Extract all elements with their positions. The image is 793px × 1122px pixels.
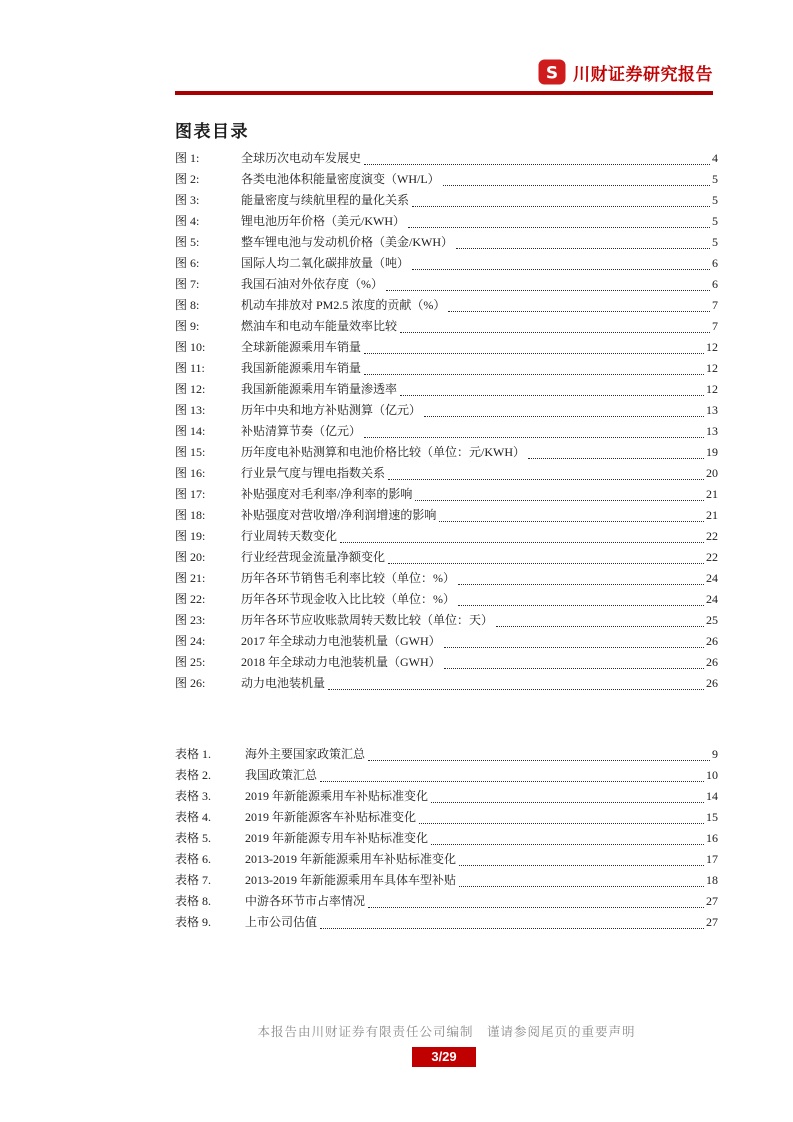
dot-leader	[412, 253, 710, 270]
toc-figure-entry[interactable]	[175, 589, 718, 610]
toc-entry-label: 图 19:	[175, 529, 206, 543]
dot-leader	[443, 169, 710, 186]
toc-entry-label: 表格 3.	[175, 789, 212, 803]
toc-table-entry[interactable]	[175, 765, 718, 786]
dot-leader	[320, 765, 704, 782]
toc-entry-label: 图 8:	[175, 298, 200, 312]
dot-leader	[496, 610, 704, 627]
toc-entry-page: 13	[706, 424, 718, 438]
toc-figure-entry[interactable]	[175, 253, 718, 274]
page-number-badge: 3/29	[412, 1047, 476, 1067]
toc-figure-entry[interactable]	[175, 547, 718, 568]
toc-figure-entry[interactable]	[175, 505, 718, 526]
toc-entry-label: 图 1:	[175, 151, 200, 165]
toc-entry-title: 国际人均二氧化碳排放量（吨）	[241, 256, 410, 270]
toc-entry-page: 12	[706, 382, 718, 396]
dot-leader	[408, 211, 710, 228]
toc-entry-label: 图 2:	[175, 172, 200, 186]
dot-leader	[320, 912, 704, 929]
toc-entry-title: 海外主要国家政策汇总	[245, 747, 366, 761]
toc-table-entry[interactable]	[175, 744, 718, 765]
dot-leader	[368, 891, 704, 908]
dot-leader	[400, 379, 704, 396]
toc-entry-title: 全球新能源乘用车销量	[241, 340, 362, 354]
toc-entry-page: 21	[706, 487, 718, 501]
toc-entry-label: 图 3:	[175, 193, 200, 207]
toc-entry-label: 图 12:	[175, 382, 206, 396]
toc-entry-label: 表格 8.	[175, 894, 212, 908]
dot-leader	[364, 358, 704, 375]
toc-entry-title: 历年度电补贴测算和电池价格比较（单位：元/KWH）	[241, 445, 525, 459]
dot-leader	[388, 547, 704, 564]
toc-entry-page: 26	[706, 655, 718, 669]
dot-leader	[386, 274, 710, 291]
dot-leader	[528, 442, 704, 459]
toc-figure-entry[interactable]	[175, 652, 718, 673]
dot-leader	[412, 190, 710, 207]
dot-leader	[459, 849, 704, 866]
toc-entry-title: 历年各环节现金收入比比较（单位：%）	[241, 592, 455, 606]
toc-entry-label: 图 24:	[175, 634, 206, 648]
toc-entry-title: 历年各环节销售毛利率比较（单位：%）	[241, 571, 455, 585]
toc-figure-entry[interactable]	[175, 169, 718, 190]
dot-leader	[444, 652, 704, 669]
toc-entry-title: 补贴强度对营收增/净利润增速的影响	[241, 508, 437, 522]
toc-entry-label: 图 20:	[175, 550, 206, 564]
toc-figure-entry[interactable]	[175, 358, 718, 379]
toc-entry-page: 4	[712, 151, 718, 165]
toc-entry-title: 2013-2019 年新能源乘用车具体车型补贴	[245, 873, 456, 887]
toc-entry-page: 21	[706, 508, 718, 522]
toc-entry-title: 我国政策汇总	[245, 768, 318, 782]
toc-entry-page: 25	[706, 613, 718, 627]
dot-leader	[431, 786, 704, 803]
toc-entry-page: 6	[712, 277, 718, 291]
toc-figure-entry[interactable]	[175, 379, 718, 400]
toc-entry-title: 动力电池装机量	[241, 676, 326, 690]
toc-entry-label: 图 18:	[175, 508, 206, 522]
dot-leader	[415, 484, 704, 501]
toc-entry-title: 补贴强度对毛利率/净利率的影响	[241, 487, 413, 501]
toc-entry-label: 图 7:	[175, 277, 200, 291]
dot-leader	[364, 148, 710, 165]
toc-entry-page: 27	[706, 915, 718, 929]
toc-table-entry[interactable]	[175, 870, 718, 891]
toc-entry-label: 表格 6.	[175, 852, 212, 866]
toc-entry-page: 17	[706, 852, 718, 866]
toc-entry-title: 2019 年新能源客车补贴标准变化	[245, 810, 417, 824]
toc-figure-entry[interactable]	[175, 568, 718, 589]
figure-toc-list	[175, 148, 718, 694]
toc-entry-title: 燃油车和电动车能量效率比较	[241, 319, 398, 333]
toc-entry-page: 12	[706, 361, 718, 375]
dot-leader	[444, 631, 704, 648]
toc-entry-page: 5	[712, 235, 718, 249]
dot-leader	[364, 421, 704, 438]
footer-disclaimer: 本报告由川财证券有限责任公司编制 谨请参阅尾页的重要声明	[257, 1025, 636, 1039]
toc-entry-title: 我国新能源乘用车销量	[241, 361, 362, 375]
toc-entry-label: 图 25:	[175, 655, 206, 669]
toc-entry-title: 我国石油对外依存度（%）	[241, 277, 383, 291]
toc-entry-title: 2017 年全球动力电池装机量（GWH）	[241, 634, 441, 648]
toc-entry-label: 图 14:	[175, 424, 206, 438]
toc-figure-entry[interactable]	[175, 442, 718, 463]
toc-entry-page: 5	[712, 214, 718, 228]
toc-figure-entry[interactable]	[175, 610, 718, 631]
toc-entry-page: 16	[706, 831, 718, 845]
toc-entry-page: 26	[706, 634, 718, 648]
dot-leader	[368, 744, 710, 761]
toc-entry-title: 整车锂电池与发动机价格（美金/KWH）	[241, 235, 453, 249]
toc-figure-entry[interactable]	[175, 463, 718, 484]
toc-entry-label: 图 11:	[175, 361, 205, 375]
toc-entry-page: 15	[706, 810, 718, 824]
toc-entry-title: 机动车排放对 PM2.5 浓度的贡献（%）	[241, 298, 446, 312]
dot-leader	[431, 828, 704, 845]
dot-leader	[419, 807, 704, 824]
brand-title: 川财证券研究报告	[573, 64, 713, 84]
toc-entry-label: 图 21:	[175, 571, 206, 585]
toc-entry-label: 表格 9.	[175, 915, 212, 929]
toc-entry-title: 2013-2019 年新能源乘用车补贴标准变化	[245, 852, 456, 866]
dot-leader	[328, 673, 704, 690]
toc-entry-label: 图 26:	[175, 676, 206, 690]
toc-entry-page: 5	[712, 172, 718, 186]
toc-entry-page: 22	[706, 550, 718, 564]
toc-entry-page: 26	[706, 676, 718, 690]
report-header	[175, 56, 713, 88]
toc-entry-page: 22	[706, 529, 718, 543]
toc-entry-title: 2019 年新能源专用车补贴标准变化	[245, 831, 429, 845]
toc-figure-entry[interactable]	[175, 673, 718, 694]
dot-leader	[458, 568, 704, 585]
toc-figure-entry[interactable]	[175, 484, 718, 505]
toc-entry-label: 图 16:	[175, 466, 206, 480]
toc-entry-label: 图 22:	[175, 592, 206, 606]
toc-entry-label: 图 4:	[175, 214, 200, 228]
toc-entry-label: 图 5:	[175, 235, 200, 249]
toc-entry-page: 14	[706, 789, 718, 803]
toc-figure-entry[interactable]	[175, 316, 718, 337]
toc-entry-page: 9	[712, 747, 718, 761]
toc-entry-page: 5	[712, 193, 718, 207]
toc-figure-entry[interactable]	[175, 190, 718, 211]
toc-entry-title: 补贴清算节奏（亿元）	[241, 424, 362, 438]
toc-entry-page: 13	[706, 403, 718, 417]
toc-entry-label: 图 13:	[175, 403, 206, 417]
toc-figure-entry[interactable]	[175, 232, 718, 253]
svg-text:S: S	[545, 63, 559, 84]
toc-entry-label: 图 10:	[175, 340, 206, 354]
toc-entry-page: 24	[706, 571, 718, 585]
dot-leader	[459, 870, 704, 887]
dot-leader	[364, 337, 704, 354]
toc-entry-label: 表格 2.	[175, 768, 212, 782]
toc-entry-title: 锂电池历年价格（美元/KWH）	[241, 214, 405, 228]
toc-entry-page: 6	[712, 256, 718, 270]
dot-leader	[424, 400, 704, 417]
toc-entry-page: 18	[706, 873, 718, 887]
toc-figure-entry[interactable]	[175, 211, 718, 232]
table-toc-list	[175, 744, 718, 933]
toc-table-entry[interactable]	[175, 849, 718, 870]
toc-table-entry[interactable]	[175, 807, 718, 828]
toc-entry-label: 表格 7.	[175, 873, 212, 887]
toc-figure-entry[interactable]	[175, 400, 718, 421]
toc-entry-title: 能量密度与续航里程的量化关系	[241, 193, 410, 207]
toc-entry-title: 历年中央和地方补贴测算（亿元）	[241, 403, 422, 417]
dot-leader	[388, 463, 704, 480]
toc-table-entry[interactable]	[175, 891, 718, 912]
toc-figure-entry[interactable]	[175, 421, 718, 442]
toc-entry-label: 图 15:	[175, 445, 206, 459]
toc-table-entry[interactable]	[175, 828, 718, 849]
dot-leader	[400, 316, 710, 333]
toc-entry-title: 行业周转天数变化	[241, 529, 338, 543]
chuancai-logo-icon	[538, 59, 566, 85]
toc-entry-title: 2018 年全球动力电池装机量（GWH）	[241, 655, 441, 669]
toc-entry-title: 历年各环节应收账款周转天数比较（单位：天）	[241, 613, 494, 627]
toc-entry-page: 10	[706, 768, 718, 782]
toc-entry-label: 图 17:	[175, 487, 206, 501]
toc-entry-label: 表格 4.	[175, 810, 212, 824]
toc-figure-entry[interactable]	[175, 148, 718, 169]
dot-leader	[439, 505, 704, 522]
page-title: 图表目录	[175, 122, 249, 141]
dot-leader	[456, 232, 710, 249]
toc-table-entry[interactable]	[175, 786, 718, 807]
toc-entry-label: 表格 5.	[175, 831, 212, 845]
toc-figure-entry[interactable]	[175, 526, 718, 547]
toc-entry-title: 全球历次电动车发展史	[241, 151, 362, 165]
toc-figure-entry[interactable]	[175, 631, 718, 652]
toc-entry-label: 图 6:	[175, 256, 200, 270]
toc-entry-page: 19	[706, 445, 718, 459]
toc-entry-label: 图 23:	[175, 613, 206, 627]
dot-leader	[340, 526, 704, 543]
toc-entry-page: 7	[712, 298, 718, 312]
toc-entry-label: 表格 1.	[175, 747, 212, 761]
toc-entry-label: 图 9:	[175, 319, 200, 333]
toc-table-entry[interactable]	[175, 912, 718, 933]
toc-entry-title: 各类电池体积能量密度演变（WH/L）	[241, 172, 440, 186]
header-divider-rule	[175, 91, 713, 95]
toc-entry-page: 12	[706, 340, 718, 354]
toc-figure-entry[interactable]	[175, 295, 718, 316]
toc-entry-title: 2019 年新能源乘用车补贴标准变化	[245, 789, 429, 803]
toc-entry-page: 7	[712, 319, 718, 333]
toc-entry-title: 上市公司估值	[245, 915, 318, 929]
toc-entry-title: 行业经营现金流量净额变化	[241, 550, 386, 564]
dot-leader	[448, 295, 710, 312]
toc-figure-entry[interactable]	[175, 337, 718, 358]
toc-entry-title: 行业景气度与锂电指数关系	[241, 466, 386, 480]
toc-entry-page: 24	[706, 592, 718, 606]
dot-leader	[458, 589, 704, 606]
toc-entry-page: 20	[706, 466, 718, 480]
toc-entry-title: 我国新能源乘用车销量渗透率	[241, 382, 398, 396]
toc-entry-title: 中游各环节市占率情况	[245, 894, 366, 908]
toc-entry-page: 27	[706, 894, 718, 908]
toc-figure-entry[interactable]	[175, 274, 718, 295]
